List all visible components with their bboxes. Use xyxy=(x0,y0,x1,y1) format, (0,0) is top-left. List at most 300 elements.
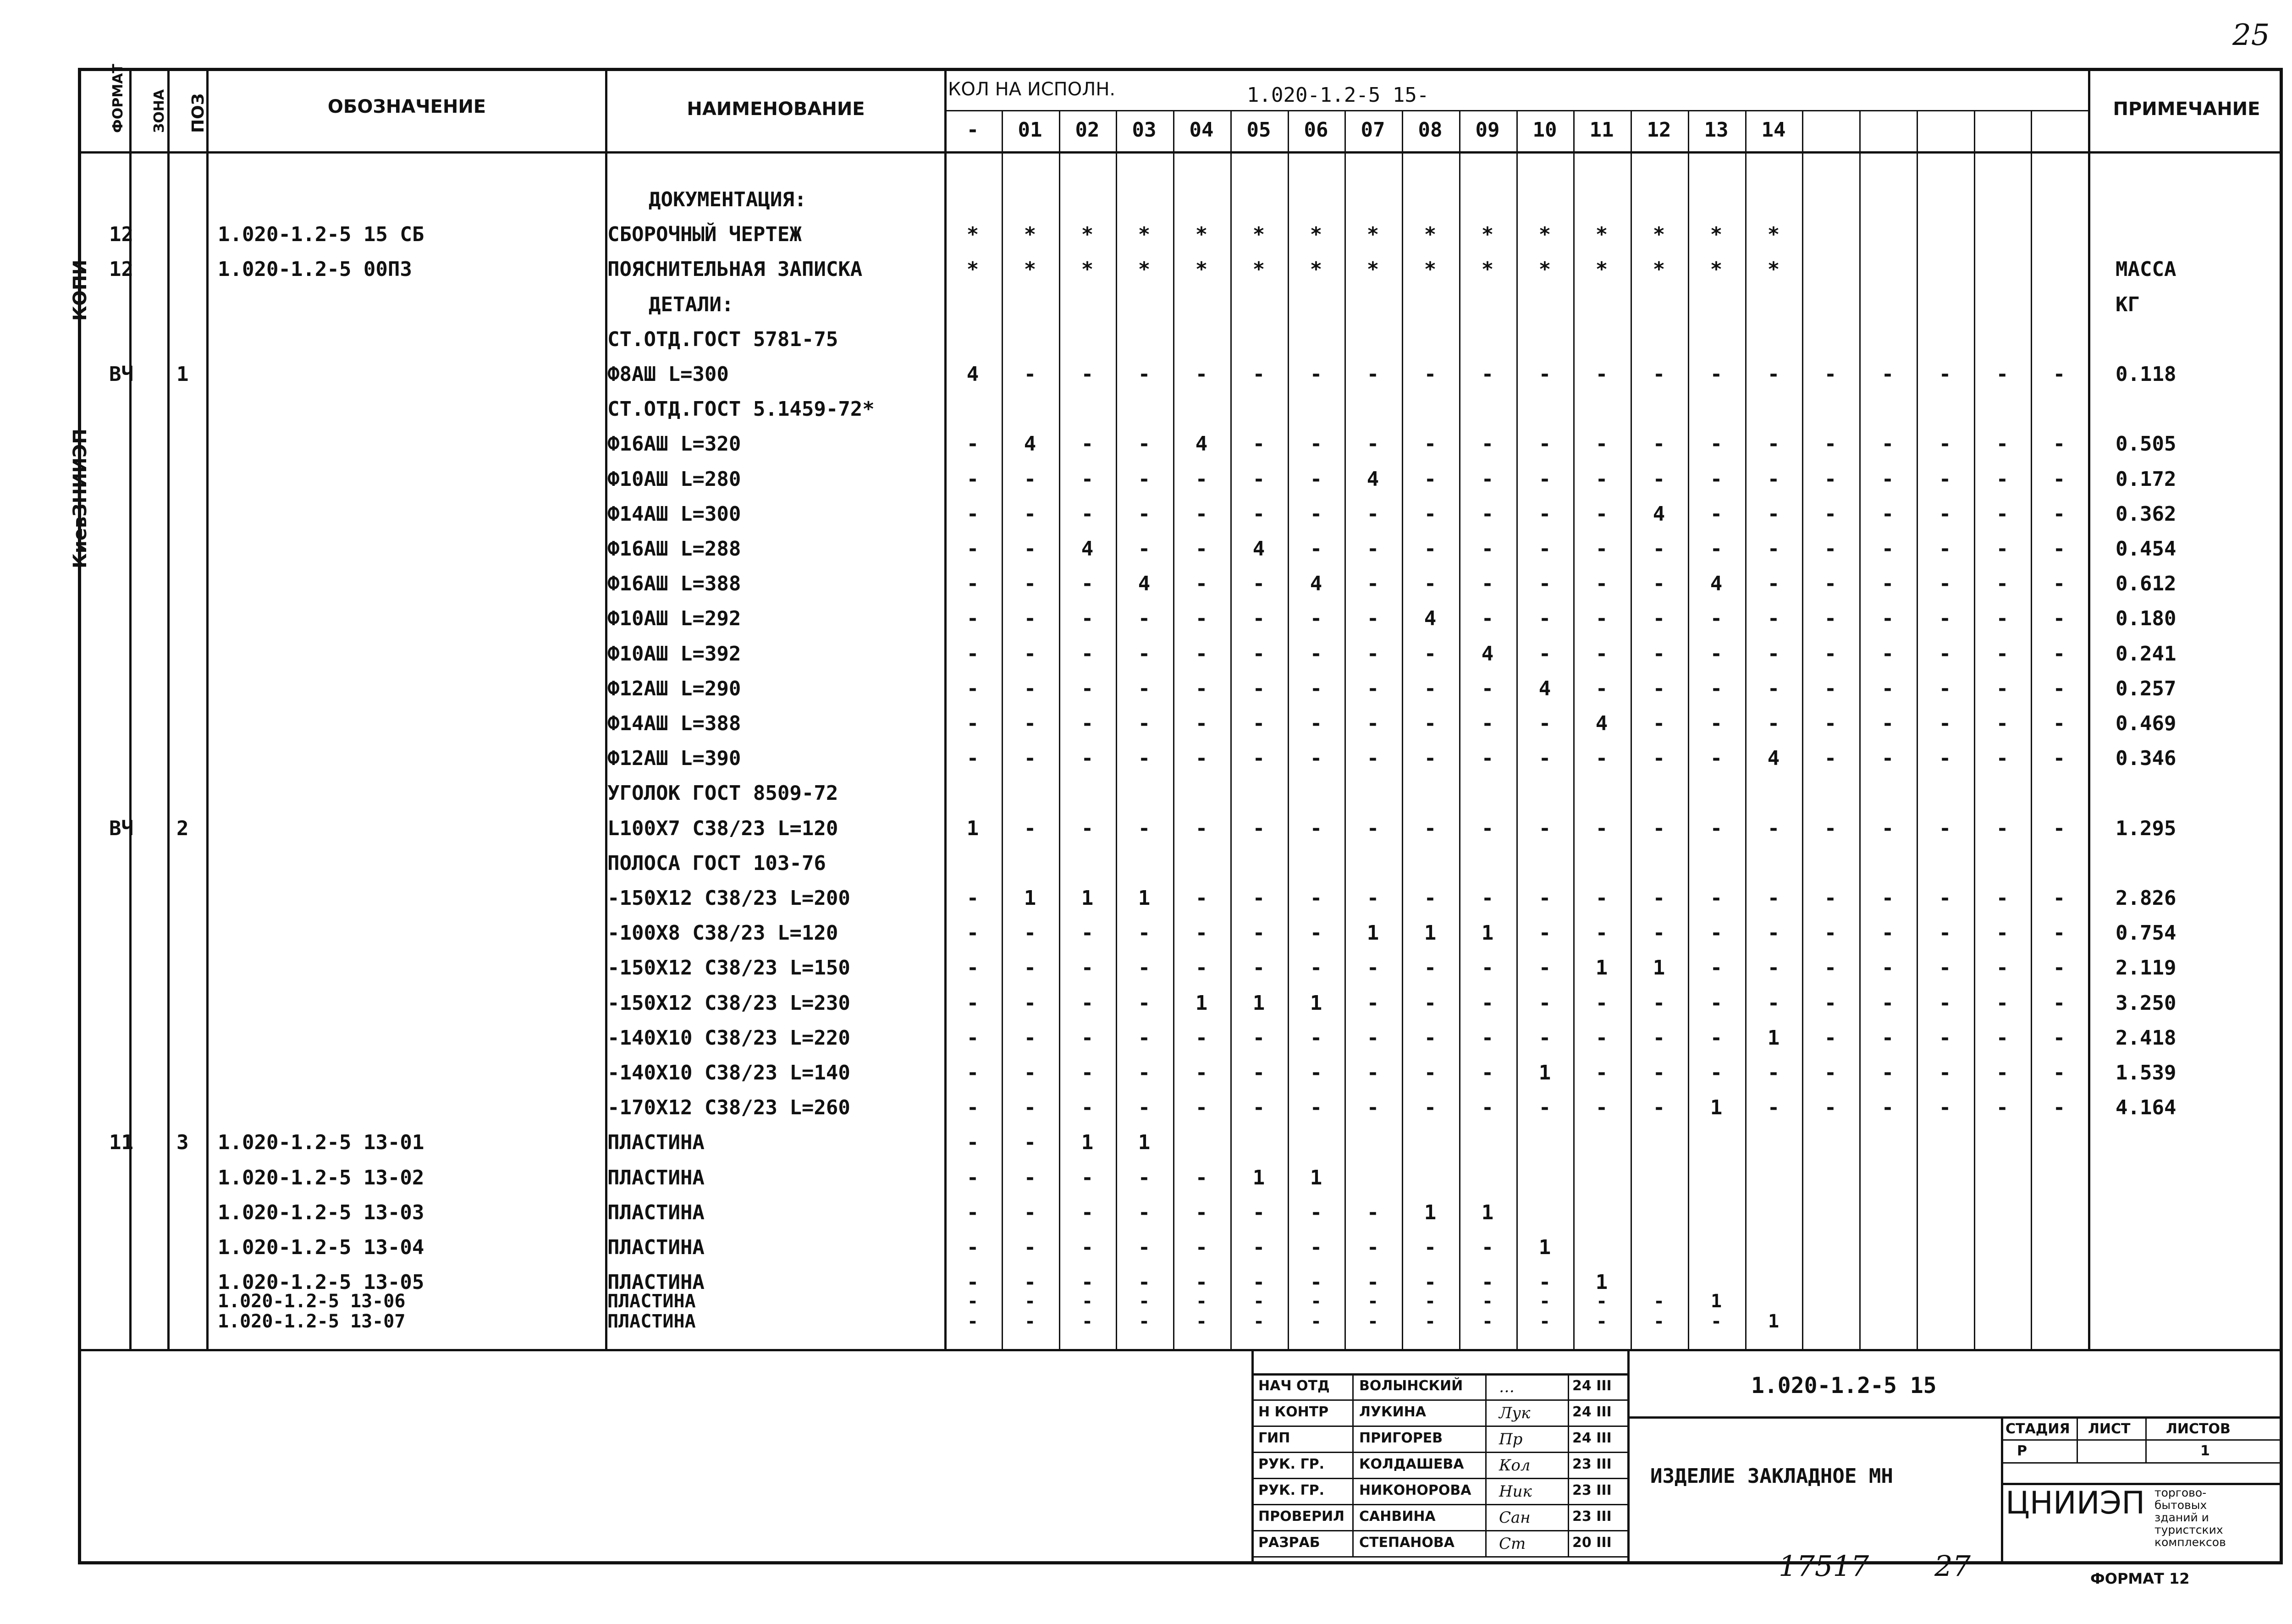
row-qty-mark: - xyxy=(1081,572,1094,595)
row-qty-mark: - xyxy=(1881,607,1894,630)
row-qty-mark: - xyxy=(1366,642,1379,666)
row-qty-mark: - xyxy=(1252,921,1265,945)
row-qty-mark: - xyxy=(1996,432,2009,456)
header-pos: ПОЗ xyxy=(189,93,208,133)
row-qty-mark: - xyxy=(1481,677,1494,700)
row-qty-mark: - xyxy=(1653,921,1665,945)
row-qty-mark: - xyxy=(2053,991,2066,1015)
tb-signature: Кол xyxy=(1499,1456,1531,1475)
row-qty-mark: - xyxy=(1996,1096,2009,1119)
tb-sheet-label: ЛИСТ xyxy=(2088,1421,2131,1437)
row-qty-mark: - xyxy=(1939,607,1951,630)
row-note: 0.754 xyxy=(2116,921,2176,945)
row-qty-mark: - xyxy=(1424,363,1437,386)
row-qty-mark: - xyxy=(1481,607,1494,630)
row-qty-mark: - xyxy=(2053,363,2066,386)
tb-role: РАЗРАБ xyxy=(1258,1535,1320,1551)
row-qty-mark: - xyxy=(1710,677,1723,700)
row-qty-mark: - xyxy=(1138,1311,1150,1332)
row-qty-mark: 1 xyxy=(1138,886,1151,910)
row-qty-mark: - xyxy=(2053,886,2066,910)
row-qty-mark: - xyxy=(1252,572,1265,595)
row-qty-mark: 4 xyxy=(1710,572,1723,595)
row-note: 0.362 xyxy=(2116,502,2176,526)
row-qty-mark: - xyxy=(1024,1026,1036,1050)
row-qty-mark: * xyxy=(1595,258,1608,281)
row-qty-mark: 4 xyxy=(1595,712,1608,735)
row-qty-mark: 1 xyxy=(1595,956,1608,980)
row-qty-mark: - xyxy=(1366,363,1379,386)
row-qty-mark: - xyxy=(1481,991,1494,1015)
row-qty-mark: - xyxy=(1996,956,2009,980)
row-qty-mark: - xyxy=(1538,712,1551,735)
row-qty-mark: - xyxy=(967,1291,979,1312)
row-qty-mark: - xyxy=(1538,991,1551,1015)
footer-num: 27 xyxy=(1934,1549,1971,1583)
row-qty-mark: - xyxy=(1195,712,1208,735)
row-qty-mark: - xyxy=(1538,921,1551,945)
row-qty-mark: - xyxy=(1653,1026,1665,1050)
row-qty-mark: - xyxy=(1424,1061,1437,1085)
row-qty-mark: - xyxy=(1538,363,1551,386)
row-qty-mark: - xyxy=(1024,712,1036,735)
row-qty-mark: * xyxy=(1081,223,1094,246)
row-note: 0.257 xyxy=(2116,677,2176,700)
row-qty-mark: * xyxy=(1538,223,1551,246)
row-qty-mark: - xyxy=(1482,1291,1493,1312)
row-qty-mark: - xyxy=(1310,712,1322,735)
row-name: УГОЛОК ГОСТ 8509-72 xyxy=(607,782,838,805)
row-qty-mark: - xyxy=(1366,607,1379,630)
row-qty-mark: - xyxy=(1996,502,2009,526)
row-qty-mark: - xyxy=(1081,1311,1093,1332)
row-qty-mark: - xyxy=(1138,1236,1151,1259)
row-qty-mark: - xyxy=(1881,747,1894,770)
row-qty-mark: - xyxy=(1081,502,1094,526)
row-qty-mark: 1 xyxy=(1481,921,1494,945)
row-name: ДОКУМЕНТАЦИЯ: xyxy=(649,188,807,211)
row-qty-mark: - xyxy=(1996,1026,2009,1050)
row-qty-mark: - xyxy=(1538,432,1551,456)
row-name: Ф8АШ L=300 xyxy=(607,363,729,386)
row-qty-mark: - xyxy=(1481,1096,1494,1119)
row-qty-mark: - xyxy=(1939,572,1951,595)
row-qty-mark: - xyxy=(1881,956,1894,980)
row-qty-mark: - xyxy=(1767,537,1780,561)
header-variant-3: 03 xyxy=(1132,118,1157,142)
row-format: 12 xyxy=(109,258,133,281)
row-qty-mark: * xyxy=(1653,223,1665,246)
row-qty-mark: - xyxy=(1310,607,1322,630)
row-qty-mark: - xyxy=(1710,607,1723,630)
page-number: 25 xyxy=(2232,18,2270,52)
row-qty-mark: - xyxy=(1424,886,1437,910)
row-qty-mark: - xyxy=(1138,432,1151,456)
row-name: ПОЯСНИТЕЛЬНАЯ ЗАПИСКА xyxy=(607,258,863,281)
row-qty-mark: - xyxy=(1138,607,1151,630)
row-qty-mark: - xyxy=(1424,642,1437,666)
row-qty-mark: - xyxy=(1653,677,1665,700)
row-qty-mark: - xyxy=(1024,607,1036,630)
row-qty-mark: - xyxy=(1024,921,1036,945)
row-qty-mark: - xyxy=(1138,502,1151,526)
row-qty-mark: - xyxy=(1881,921,1894,945)
row-qty-mark: - xyxy=(1939,1061,1951,1085)
row-qty-mark: 1 xyxy=(966,817,979,840)
row-qty-mark: - xyxy=(1710,502,1723,526)
row-qty-mark: - xyxy=(1138,921,1151,945)
row-qty-mark: - xyxy=(1024,1096,1036,1119)
row-qty-mark: - xyxy=(1366,712,1379,735)
row-qty-mark: - xyxy=(1310,468,1322,491)
row-qty-mark: - xyxy=(1252,956,1265,980)
row-qty-mark: - xyxy=(1024,817,1036,840)
row-qty-mark: - xyxy=(1595,607,1608,630)
row-qty-mark: - xyxy=(1195,468,1208,491)
row-qty-mark: - xyxy=(1081,991,1094,1015)
row-qty-mark: - xyxy=(1138,712,1151,735)
row-qty-mark: - xyxy=(1538,956,1551,980)
row-qty-mark: - xyxy=(1252,1026,1265,1050)
row-name: ПЛАСТИНА xyxy=(607,1311,696,1332)
row-qty-mark: * xyxy=(1538,258,1551,281)
row-qty-mark: - xyxy=(1024,1201,1036,1224)
row-qty-mark: - xyxy=(1538,1096,1551,1119)
row-qty-mark: - xyxy=(1252,712,1265,735)
row-qty-mark: - xyxy=(1595,817,1608,840)
row-qty-mark: - xyxy=(1595,886,1608,910)
row-qty-mark: 4 xyxy=(1767,747,1780,770)
row-qty-mark: - xyxy=(1767,642,1780,666)
row-qty-mark: - xyxy=(1710,642,1723,666)
row-qty-mark: - xyxy=(1195,1166,1208,1189)
row-qty-mark: 4 xyxy=(1481,642,1494,666)
row-qty-mark: - xyxy=(1595,991,1608,1015)
row-qty-mark: - xyxy=(1024,1236,1036,1259)
row-qty-mark: 4 xyxy=(1195,432,1208,456)
row-qty-mark: 1 xyxy=(1481,1201,1494,1224)
header-variant-13: 13 xyxy=(1704,118,1729,142)
row-qty-mark: - xyxy=(1195,502,1208,526)
row-qty-mark: - xyxy=(966,502,979,526)
row-qty-mark: - xyxy=(1881,468,1894,491)
row-qty-mark: - xyxy=(1595,537,1608,561)
row-qty-mark: - xyxy=(1195,1061,1208,1085)
row-qty-mark: - xyxy=(1824,1096,1837,1119)
row-qty-mark: 1 xyxy=(1195,991,1208,1015)
tb-signature: … xyxy=(1499,1378,1515,1396)
row-qty-mark: - xyxy=(1595,502,1608,526)
row-qty-mark: - xyxy=(1195,921,1208,945)
row-name: Ф12АШ L=290 xyxy=(607,677,741,700)
row-qty-mark: - xyxy=(2053,712,2066,735)
row-qty-mark: - xyxy=(1939,817,1951,840)
row-qty-mark: * xyxy=(1138,223,1151,246)
row-qty-mark: - xyxy=(1424,468,1437,491)
row-qty-mark: - xyxy=(1653,1061,1665,1085)
row-note: 0.454 xyxy=(2116,537,2176,561)
row-qty-mark: 4 xyxy=(1538,677,1551,700)
row-qty-mark: - xyxy=(1996,991,2009,1015)
row-qty-mark: - xyxy=(1253,1311,1265,1332)
row-qty-mark: - xyxy=(966,572,979,595)
tb-date: 24 III xyxy=(1572,1378,1612,1394)
row-name: -170X12 С38/23 L=260 xyxy=(607,1096,850,1119)
row-qty-mark: - xyxy=(1538,1271,1551,1294)
row-qty-mark: - xyxy=(1081,712,1094,735)
row-qty-mark: - xyxy=(1424,817,1437,840)
row-qty-mark: - xyxy=(1081,607,1094,630)
row-qty-mark: - xyxy=(1767,921,1780,945)
row-qty-mark: - xyxy=(1024,1311,1036,1332)
row-qty-mark: - xyxy=(1824,502,1837,526)
row-qty-mark: - xyxy=(1767,1096,1780,1119)
row-qty-mark: - xyxy=(1653,1311,1665,1332)
row-qty-mark: - xyxy=(1881,1061,1894,1085)
row-note: 4.164 xyxy=(2116,1096,2176,1119)
row-qty-mark: - xyxy=(1881,677,1894,700)
row-qty-mark: * xyxy=(1424,258,1437,281)
row-qty-mark: - xyxy=(1310,747,1322,770)
row-qty-mark: - xyxy=(1481,712,1494,735)
tb-stage: Р xyxy=(2017,1443,2027,1459)
row-qty-mark: - xyxy=(2053,537,2066,561)
header-zone: ЗОНА xyxy=(151,89,167,133)
row-qty-mark: - xyxy=(1081,432,1094,456)
row-qty-mark: - xyxy=(1539,1291,1551,1312)
tb-date: 20 III xyxy=(1572,1535,1612,1551)
row-qty-mark: - xyxy=(1310,537,1322,561)
row-qty-mark: - xyxy=(1824,363,1837,386)
row-qty-mark: * xyxy=(1081,258,1094,281)
row-qty-mark: - xyxy=(1881,502,1894,526)
row-qty-mark: - xyxy=(1996,886,2009,910)
row-note: 0.505 xyxy=(2116,432,2176,456)
tb-name: НИКОНОРОВА xyxy=(1359,1482,1471,1498)
row-qty-mark: 1 xyxy=(1252,991,1265,1015)
row-qty-mark: - xyxy=(1253,1291,1265,1312)
row-qty-mark: - xyxy=(1881,537,1894,561)
row-qty-mark: - xyxy=(1138,468,1151,491)
row-qty-mark: - xyxy=(1767,1061,1780,1085)
row-qty-mark: * xyxy=(1595,223,1608,246)
row-qty-mark: - xyxy=(1366,1096,1379,1119)
row-qty-mark: - xyxy=(1310,1201,1322,1224)
row-qty-mark: - xyxy=(1195,1236,1208,1259)
row-name: Ф10АШ L=280 xyxy=(607,468,741,491)
row-qty-mark: - xyxy=(1939,642,1951,666)
row-qty-mark: - xyxy=(1138,677,1151,700)
row-qty-mark: - xyxy=(1595,1026,1608,1050)
row-qty-mark: - xyxy=(1538,502,1551,526)
row-qty-mark: - xyxy=(1310,1236,1322,1259)
row-qty-mark: - xyxy=(1824,747,1837,770)
tb-org-sub: туристских xyxy=(2154,1523,2223,1536)
row-qty-mark: - xyxy=(1424,747,1437,770)
row-designation: 1.020-1.2-5 13-03 xyxy=(218,1201,424,1224)
row-qty-mark: - xyxy=(1366,817,1379,840)
row-qty-mark: - xyxy=(1310,1026,1322,1050)
row-qty-mark: * xyxy=(1195,223,1208,246)
row-qty-mark: - xyxy=(1252,886,1265,910)
row-designation: 1.020-1.2-5 13-04 xyxy=(218,1236,424,1259)
tb-role: РУК. ГР. xyxy=(1258,1456,1324,1472)
row-qty-mark: - xyxy=(1767,956,1780,980)
row-qty-mark: - xyxy=(1138,1026,1151,1050)
row-qty-mark: - xyxy=(1138,1271,1151,1294)
tb-date: 23 III xyxy=(1572,1508,1612,1525)
row-qty-mark: * xyxy=(1024,223,1036,246)
row-qty-mark: - xyxy=(966,642,979,666)
row-qty-mark: - xyxy=(1538,468,1551,491)
row-qty-mark: - xyxy=(1824,1026,1837,1050)
row-qty-mark: - xyxy=(1824,886,1837,910)
tb-name: ЛУКИНА xyxy=(1359,1404,1427,1420)
row-qty-mark: - xyxy=(1595,468,1608,491)
row-qty-mark: - xyxy=(1996,572,2009,595)
row-qty-mark: 1 xyxy=(1653,956,1665,980)
row-qty-mark: - xyxy=(966,1201,979,1224)
row-qty-mark: - xyxy=(1366,1201,1379,1224)
row-qty-mark: - xyxy=(1710,886,1723,910)
row-qty-mark: 4 xyxy=(1366,468,1379,491)
row-qty-mark: - xyxy=(1310,1096,1322,1119)
row-qty-mark: - xyxy=(1939,432,1951,456)
tb-name: СТЕПАНОВА xyxy=(1359,1535,1455,1551)
row-qty-mark: - xyxy=(966,886,979,910)
row-qty-mark: - xyxy=(1024,1166,1036,1189)
sheet-frame xyxy=(78,68,2283,1564)
row-qty-mark: - xyxy=(1767,607,1780,630)
row-qty-mark: - xyxy=(2053,817,2066,840)
row-qty-mark: 1 xyxy=(1767,1026,1780,1050)
row-qty-mark: - xyxy=(1939,921,1951,945)
row-qty-mark: * xyxy=(966,223,979,246)
row-qty-mark: - xyxy=(1881,991,1894,1015)
row-qty-mark: - xyxy=(1310,1311,1322,1332)
tb-org-sub: зданий и xyxy=(2154,1511,2209,1524)
row-qty-mark: - xyxy=(1881,817,1894,840)
tb-name: ВОЛЫНСКИЙ xyxy=(1359,1378,1463,1394)
row-qty-mark: - xyxy=(1024,1131,1036,1154)
row-qty-mark: - xyxy=(1310,921,1322,945)
row-qty-mark: - xyxy=(1081,363,1094,386)
row-qty-mark: - xyxy=(1366,677,1379,700)
row-qty-mark: - xyxy=(2053,468,2066,491)
row-qty-mark: * xyxy=(1481,223,1494,246)
row-qty-mark: - xyxy=(1710,1311,1722,1332)
header-variant-4: 04 xyxy=(1189,118,1214,142)
row-qty-mark: - xyxy=(1310,1061,1322,1085)
row-qty-mark: - xyxy=(1081,921,1094,945)
row-qty-mark: - xyxy=(1252,1096,1265,1119)
row-qty-mark: - xyxy=(1481,572,1494,595)
row-qty-mark: - xyxy=(1252,642,1265,666)
row-qty-mark: 1 xyxy=(1310,1166,1322,1189)
row-qty-mark: - xyxy=(1138,1291,1150,1312)
row-qty-mark: - xyxy=(1081,1236,1094,1259)
tb-signature: Пр xyxy=(1499,1430,1523,1448)
tb-date: 23 III xyxy=(1572,1456,1612,1472)
row-qty-mark: - xyxy=(1424,1291,1436,1312)
row-name: ПЛАСТИНА xyxy=(607,1131,705,1154)
row-qty-mark: - xyxy=(1881,1026,1894,1050)
row-designation: 1.020-1.2-5 13-07 xyxy=(218,1311,406,1332)
row-qty-mark: 1 xyxy=(1310,991,1322,1015)
row-qty-mark: - xyxy=(1653,432,1665,456)
header-qty: КОЛ НА ИСПОЛН. xyxy=(948,79,1116,100)
row-qty-mark: - xyxy=(1481,432,1494,456)
row-pos: 1 xyxy=(176,363,189,386)
row-qty-mark: - xyxy=(1939,363,1951,386)
row-note: 0.346 xyxy=(2116,747,2176,770)
row-qty-mark: - xyxy=(966,956,979,980)
row-name: Ф14АШ L=300 xyxy=(607,502,741,526)
row-qty-mark: - xyxy=(1710,537,1723,561)
row-note: 2.418 xyxy=(2116,1026,2176,1050)
row-qty-mark: 4 xyxy=(1310,572,1322,595)
row-qty-mark: - xyxy=(1538,572,1551,595)
row-qty-mark: - xyxy=(1653,607,1665,630)
row-qty-mark: - xyxy=(1366,502,1379,526)
row-qty-mark: - xyxy=(1939,1026,1951,1050)
row-qty-mark: 1 xyxy=(1366,921,1379,945)
row-qty-mark: - xyxy=(1195,1201,1208,1224)
row-qty-mark: - xyxy=(1024,747,1036,770)
row-qty-mark: - xyxy=(966,468,979,491)
row-qty-mark: - xyxy=(1996,747,2009,770)
row-note: 3.250 xyxy=(2116,991,2176,1015)
row-qty-mark: - xyxy=(1252,1061,1265,1085)
row-qty-mark: - xyxy=(1366,886,1379,910)
row-qty-mark: - xyxy=(1481,1236,1494,1259)
row-qty-mark: - xyxy=(1366,991,1379,1015)
tb-date: 24 III xyxy=(1572,1430,1612,1446)
row-qty-mark: - xyxy=(1824,991,1837,1015)
row-qty-mark: - xyxy=(1195,817,1208,840)
row-qty-mark: - xyxy=(966,1271,979,1294)
row-qty-mark: - xyxy=(1881,1096,1894,1119)
row-qty-mark: - xyxy=(1767,712,1780,735)
tb-org-sub: комплексов xyxy=(2154,1536,2226,1549)
row-qty-mark: - xyxy=(1424,1311,1436,1332)
row-qty-mark: - xyxy=(1710,1061,1723,1085)
row-qty-mark: 1 xyxy=(1081,886,1094,910)
row-qty-mark: - xyxy=(2053,747,2066,770)
row-designation: 1.020-1.2-5 15 СБ xyxy=(218,223,424,246)
row-qty-mark: - xyxy=(1481,817,1494,840)
row-format: 11 xyxy=(109,1131,133,1154)
row-qty-mark: - xyxy=(1252,1236,1265,1259)
row-qty-mark: * xyxy=(1653,258,1665,281)
tb-code: 1.020-1.2-5 15 xyxy=(1751,1373,1937,1398)
row-qty-mark: - xyxy=(1310,817,1322,840)
row-qty-mark: - xyxy=(1310,363,1322,386)
row-note: 0.469 xyxy=(2116,712,2176,735)
tb-signature: Сан xyxy=(1499,1508,1531,1527)
row-qty-mark: - xyxy=(1596,1311,1608,1332)
row-qty-mark: - xyxy=(1195,1271,1208,1294)
row-qty-mark: - xyxy=(1252,363,1265,386)
row-qty-mark: - xyxy=(1138,537,1151,561)
row-qty-mark: - xyxy=(1195,1026,1208,1050)
row-name: Ф10АШ L=392 xyxy=(607,642,741,666)
row-qty-mark: - xyxy=(1996,677,2009,700)
row-note: 0.118 xyxy=(2116,363,2176,386)
row-qty-mark: * xyxy=(966,258,979,281)
row-qty-mark: - xyxy=(1195,537,1208,561)
row-qty-mark: - xyxy=(1252,432,1265,456)
